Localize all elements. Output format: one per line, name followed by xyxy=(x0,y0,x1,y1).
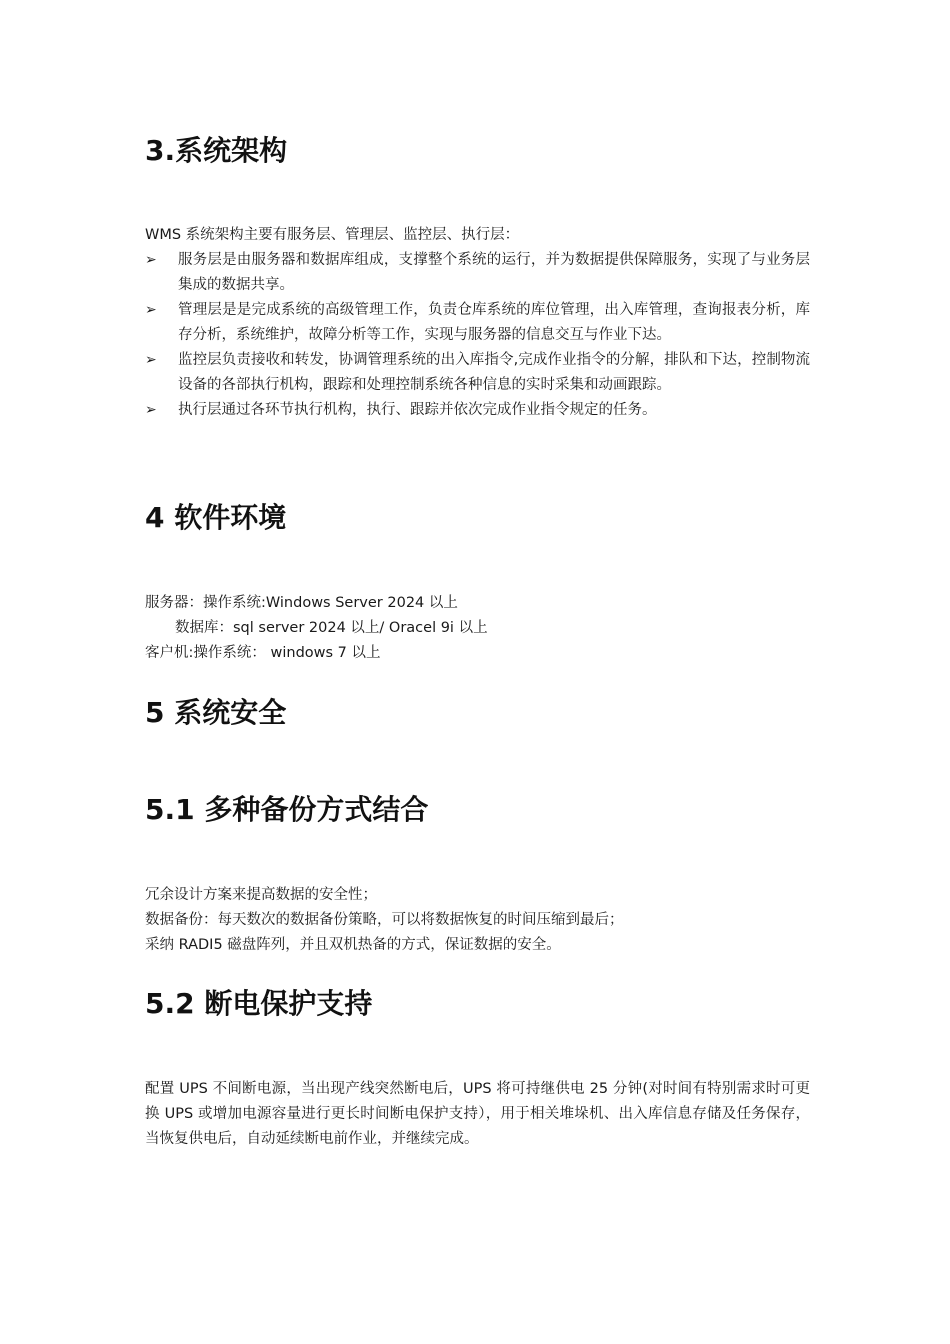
section-5-1-title: 5.1 多种备份方式结合 xyxy=(145,793,429,826)
ups-paragraph: 配置 UPS 不间断电源，当出现产线突然断电后，UPS 将可持继供电 25 分钟(对时间有特别需求时可更换 UPS 或增加电源容量进行更长时间断电保护支持），用于相关堆垛机、出入库信息存储及任务保存，当恢复供电后，自动延续断电前作业，并继续完成。 xyxy=(145,1081,810,1147)
arrow-bullet-icon: ➢ xyxy=(145,402,157,418)
bullet-text: 管理层是是完成系统的高级管理工作，负责仓库系统的库位管理，出入库管理，查询报表分析，库存分析，系统维护，故障分析等工作，实现与服务器的信息交互与作业下达。 xyxy=(178,302,810,343)
redundancy-line: 冗余设计方案来提高数据的安全性； xyxy=(145,887,377,903)
architecture-bullet-list xyxy=(145,248,810,423)
arrow-bullet-icon: ➢ xyxy=(145,252,157,268)
bullet-text: 监控层负责接收和转发，协调管理系统的出入库指令,完成作业指令的分解，排队和下达，控制物流设备的各部执行机构，跟踪和处理控制系统各种信息的实时采集和动画跟踪。 xyxy=(178,352,810,393)
section-3-intro: WMS 系统架构主要有服务层、管理层、监控层、执行层： xyxy=(145,227,520,243)
raid-line: 采纳 RADI5 磁盘阵列，并且双机热备的方式，保证数据的安全。 xyxy=(145,937,561,953)
backup-line: 数据备份：每天数次的数据备份策略，可以将数据恢复的时间压缩到最后； xyxy=(145,912,624,928)
section-3-title: 3.系统架构 xyxy=(145,134,288,167)
database-line: 数据库：sql server 2024 以上/ Oracel 9i 以上 xyxy=(175,620,488,636)
bullet-text: 执行层通过各环节执行机构，执行、跟踪并依次完成作业指令规定的任务。 xyxy=(178,402,657,418)
section-4-title: 4 软件环境 xyxy=(145,501,287,534)
server-os-line: 服务器：操作系统:Windows Server 2024 以上 xyxy=(145,595,458,611)
arrow-bullet-icon: ➢ xyxy=(145,302,157,318)
bullet-item-management-layer xyxy=(145,298,810,348)
section-5-2-title: 5.2 断电保护支持 xyxy=(145,987,373,1020)
bullet-item-monitor-layer xyxy=(145,348,810,398)
arrow-bullet-icon: ➢ xyxy=(145,352,157,368)
bullet-item-service-layer xyxy=(145,248,810,298)
section-5-title: 5 系统安全 xyxy=(145,696,287,729)
client-os-line: 客户机:操作系统： windows 7 以上 xyxy=(145,645,381,661)
bullet-item-execution-layer xyxy=(145,398,810,423)
bullet-text: 服务层是由服务器和数据库组成，支撑整个系统的运行，并为数据提供保障服务，实现了与业务层集成的数据共享。 xyxy=(178,252,810,293)
